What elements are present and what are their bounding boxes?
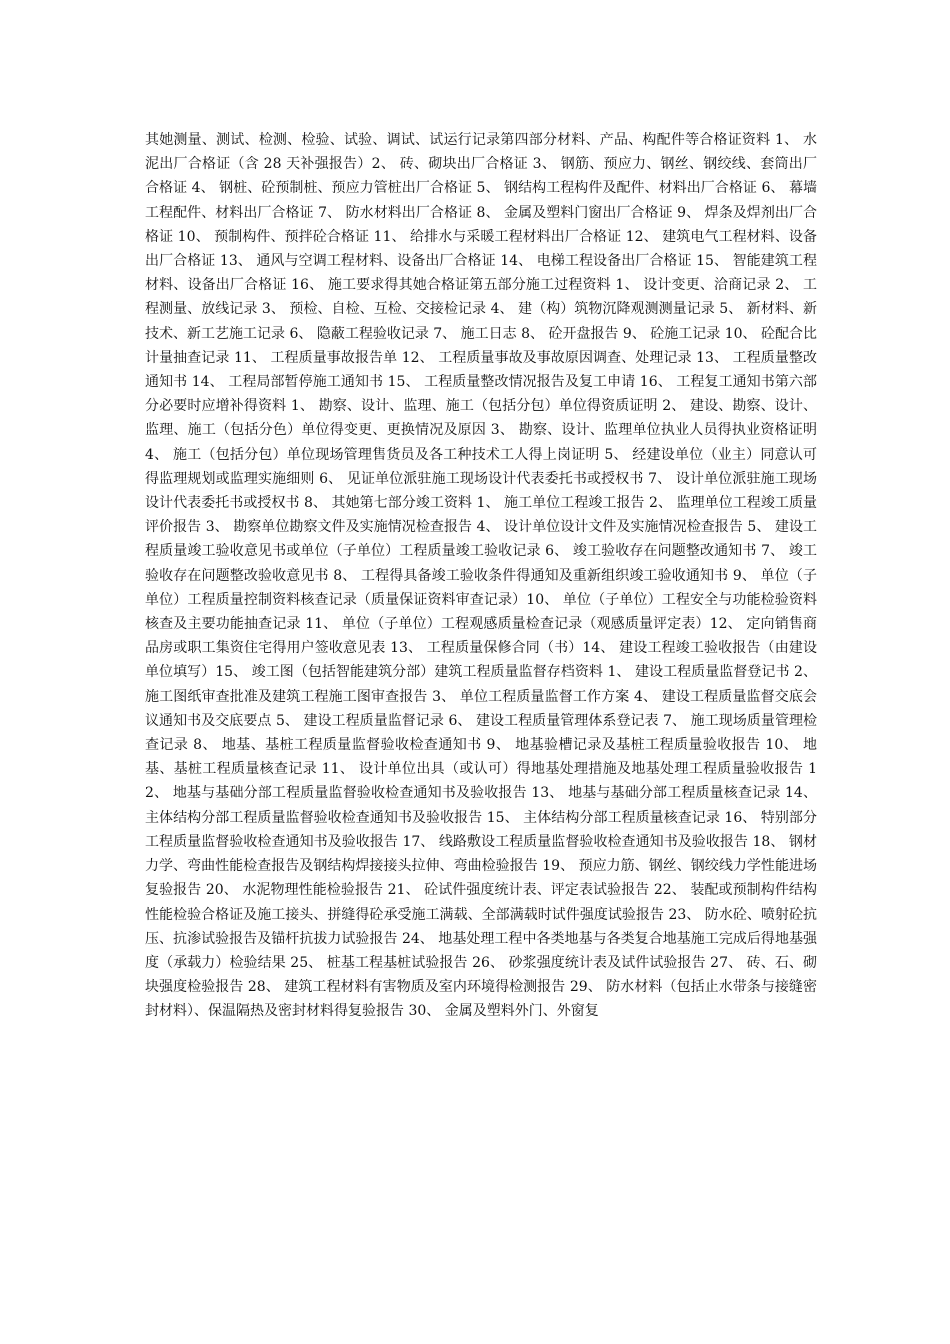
document-body-paragraph: 其她测量、测试、检测、检验、试验、调试、试运行记录第四部分材料、产品、构配件等合格证资料 1、 水泥出厂合格证（含 28 天补强报告）2、 砖、砌块出厂合格证 3、 钢筋、预应力、钢丝、钢绞线、套筒出厂合格证 4、 钢桩、砼预制桩、预应力管桩出厂合格证 5、 钢结构工程构件及配件、材料出厂合格证 6、 幕墙工程配件、材料出厂合格证 7、 防水材料出厂合格证 8、 金属及塑料门窗出厂合格证 9、 焊条及焊剂出厂合格证 10、 预制构件、预拌砼合格证 11、 给排水与采暖工程材料出厂合格证 12、 建筑电气工程材料、设备出厂合格证 13、 通风与空调工程材料、设备出厂合格证 14、 电梯工程设备出厂合格证 15、 智能建筑工程材料、设备出厂合格证 16、 施工要求得其她合格证第五部分施工过程资料 1、 设计变更、洽商记录 2、 工程测量、放线记录 3、 预检、自检、互检、交接检记录 4、 建（构）筑物沉降观测测量记录 5、 新材料、新技术、新工艺施工记录 6、 隐蔽工程验收记录 7、 施工日志 8、 砼开盘报告 9、 砼施工记录 10、 砼配合比计量抽查记录 11、 工程质量事故报告单 12、 工程质量事故及事故原因调查、处理记录 13、 工程质量整改通知书 14、 工程局部暂停施工通知书 15、 工程质量整改情况报告及复工申请 16、 工程复工通知书第六部分必要时应增补得资料 1、 勘察、设计、监理、施工（包括分包）单位得资质证明 2、 建设、勘察、设计、监理、施工（包括分色）单位得变更、更换情况及原因 3、 勘察、设计、监理单位执业人员得执业资格证明 4、 施工（包括分包）单位现场管理售货员及各工种技术工人得上岗证明 5、 经建设单位（业主）同意认可得监理规划或监理实施细则 6、 见证单位派驻施工现场设计代表委托书或授权书 7、 设计单位派驻施工现场设计代表委托书或授权书 8、 其她第七部分竣工资料 1、 施工单位工程竣工报告 2、 监理单位工程竣工质量评价报告 3、 勘察单位勘察文件及实施情况检查报告 4、 设计单位设计文件及实施情况检查报告 5、 建设工程质量竣工验收意见书或单位（子单位）工程质量竣工验收记录 6、 竣工验收存在问题整改通知书 7、 竣工验收存在问题整改验收意见书 8、 工程得具备竣工验收条件得通知及重新组织竣工验收通知书 9、 单位（子单位）工程质量控制资料核查记录（质量保证资料审查记录）10、 单位（子单位）工程安全与功能检验资料核查及主要功能抽查记录 11、 单位（子单位）工程观感质量检查记录（观感质量评定表）12、 定向销售商品房或职工集资住宅得用户签收意见表 13、 工程质量保修合同（书）14、 建设工程竣工验收报告（由建设单位填写）15、 竣工图（包括智能建筑分部）建筑工程质量监督存档资料 1、 建设工程质量监督登记书 2、 施工图纸审查批准及建筑工程施工图审查报告 3、 单位工程质量监督工作方案 4、 建设工程质量监督交底会议通知书及交底要点 5、 建设工程质量监督记录 6、 建设工程质量管理体系登记表 7、 施工现场质量管理检查记录 8、 地基、基桩工程质量监督验收检查通知书 9、 地基验槽记录及基桩工程质量验收报告 10、 地基、基桩工程质量核查记录 11、 设计单位出具（或认可）得地基处理措施及地基处理工程质量验收报告 12、 地基与基础分部工程质量监督验收检查通知书及验收报告 13、 地基与基础分部工程质量核查记录 14、 主体结构分部工程质量监督验收检查通知书及验收报告 15、 主体结构分部工程质量核查记录 16、 特别部分工程质量监督验收检查通知书及验收报告 17、 线路敷设工程质量监督验收检查通知书及验收报告 18、 钢材力学、弯曲性能检查报告及钢结构焊接接头拉伸、弯曲检验报告 19、 预应力筋、钢丝、钢绞线力学性能进场复验报告 20、 水泥物理性能检验报告 21、 砼试件强度统计表、评定表试验报告 22、 装配或预制构件结构性能检验合格证及施工接头、拼缝得砼承受施工满载、全部满载时试件强度试验报告 23、 防水砼、喷射砼抗压、抗渗试验报告及锚杆抗拔力试验报告 24、 地基处理工程中各类地基与各类复合地基施工完成后得地基强度（承载力）检验结果 25、 桩基工程基桩试验报告 26、 砂浆强度统计表及试件试验报告 27、 砖、石、砌块强度检验报告 28、 建筑工程材料有害物质及室内环境得检测报告 29、 防水材料（包括止水带条与接缝密封材料）、保温隔热及密封材料得复验报告 30、 金属及塑料外门、外窗复 xyxy=(145,132,817,1020)
